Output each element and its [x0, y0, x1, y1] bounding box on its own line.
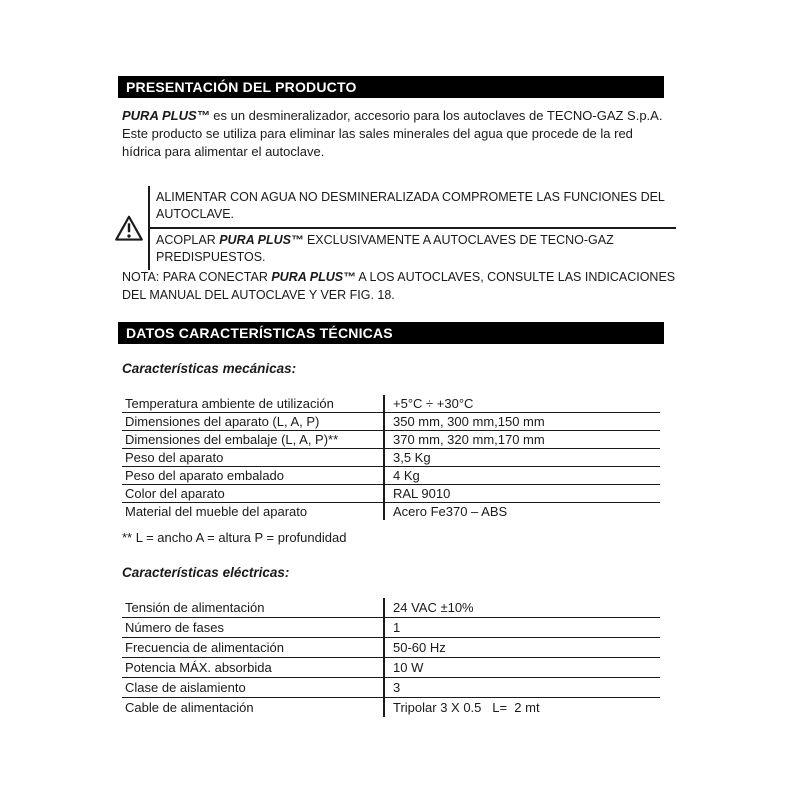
spec-value: 370 mm, 320 mm,170 mm	[384, 431, 660, 449]
spec-label: Peso del aparato embalado	[122, 467, 384, 485]
spec-label: Dimensiones del embalaje (L, A, P)**	[122, 431, 384, 449]
spec-value: Tripolar 3 X 0.5 L= 2 mt	[384, 698, 660, 718]
section-title-datos: DATOS CARACTERÍSTICAS TÉCNICAS	[126, 325, 393, 341]
spec-value: 3	[384, 678, 660, 698]
spec-value: Acero Fe370 – ABS	[384, 503, 660, 521]
brand-name: PURA PLUS™	[219, 233, 304, 247]
section-title-presentacion: PRESENTACIÓN DEL PRODUCTO	[126, 79, 357, 95]
intro-text: es un desmineralizador, accesorio para los autoclaves de TECNO-GAZ S.p.A. Este producto se utiliza para eliminar las sales minerales del agua que procede de la red hídrica para alimentar el autoclave.	[122, 108, 663, 159]
note-paragraph	[122, 268, 682, 304]
warning-texts	[148, 186, 676, 270]
warning-triangle-icon	[114, 214, 144, 243]
spec-label: Número de fases	[122, 618, 384, 638]
note-suffix: A LOS AUTOCLAVES, CONSULTE LAS INDICACIONES DEL MANUAL DEL AUTOCLAVE Y VER FIG. 18.	[122, 270, 676, 302]
spec-label: Frecuencia de alimentación	[122, 638, 384, 658]
table-row	[122, 618, 660, 638]
table-row	[122, 658, 660, 678]
table-row	[122, 598, 660, 618]
electrical-table	[122, 598, 660, 717]
spec-label: Temperatura ambiente de utilización	[122, 395, 384, 413]
spec-value: 1	[384, 618, 660, 638]
warning-box	[114, 186, 676, 270]
section-header-presentacion	[118, 76, 664, 98]
spec-value: 4 Kg	[384, 467, 660, 485]
spec-label: Material del mueble del aparato	[125, 503, 308, 519]
warning-item-1: ALIMENTAR CON AGUA NO DESMINERALIZADA COMPROMETE LAS FUNCIONES DEL AUTOCLAVE.	[150, 186, 676, 229]
spec-value: 50-60 Hz	[384, 638, 660, 658]
table-row	[122, 395, 660, 413]
dimensions-footnote: ** L = ancho A = altura P = profundidad	[122, 530, 347, 545]
spec-label: Clase de aislamiento	[122, 678, 384, 698]
table-row	[122, 485, 660, 503]
table-row	[122, 413, 660, 431]
mechanical-heading: Características mecánicas:	[122, 361, 297, 376]
electrical-heading: Características eléctricas:	[122, 565, 290, 580]
spec-value: +5°C ÷ +30°C	[384, 395, 660, 413]
brand-name: PURA PLUS™	[271, 270, 356, 284]
spec-value: RAL 9010	[384, 485, 660, 503]
warning-item-2-suffix: EXCLUSIVAMENTE A AUTOCLAVES DE TECNO-GAZ PREDISPUESTOS.	[156, 233, 614, 264]
table-row	[122, 467, 660, 485]
spec-value: 10 W	[384, 658, 660, 678]
mechanical-table	[122, 395, 660, 520]
spec-label: Peso del aparato	[122, 449, 384, 467]
section-header-datos	[118, 322, 664, 344]
spec-value: 24 VAC ±10%	[384, 598, 660, 618]
spec-label: Potencia MÁX. absorbida	[122, 658, 384, 678]
brand-name: PURA PLUS™	[122, 108, 210, 123]
spec-label: Color del aparato	[122, 485, 384, 503]
warning-item-2	[150, 229, 676, 270]
table-row	[122, 638, 660, 658]
spec-label: Tensión de alimentación	[122, 598, 384, 618]
spec-value: 350 mm, 300 mm,150 mm	[384, 413, 660, 431]
spec-label: Dimensiones del aparato (L, A, P)	[122, 413, 384, 431]
intro-paragraph	[122, 107, 674, 161]
table-row	[122, 698, 660, 718]
spec-value: 3,5 Kg	[384, 449, 660, 467]
table-row	[122, 503, 660, 521]
note-prefix: NOTA: PARA CONECTAR	[122, 270, 272, 284]
table-row	[122, 449, 660, 467]
table-row	[122, 678, 660, 698]
spec-label: Cable de alimentación	[125, 699, 254, 715]
table-row	[122, 431, 660, 449]
warning-item-2-prefix: ACOPLAR	[156, 233, 220, 247]
